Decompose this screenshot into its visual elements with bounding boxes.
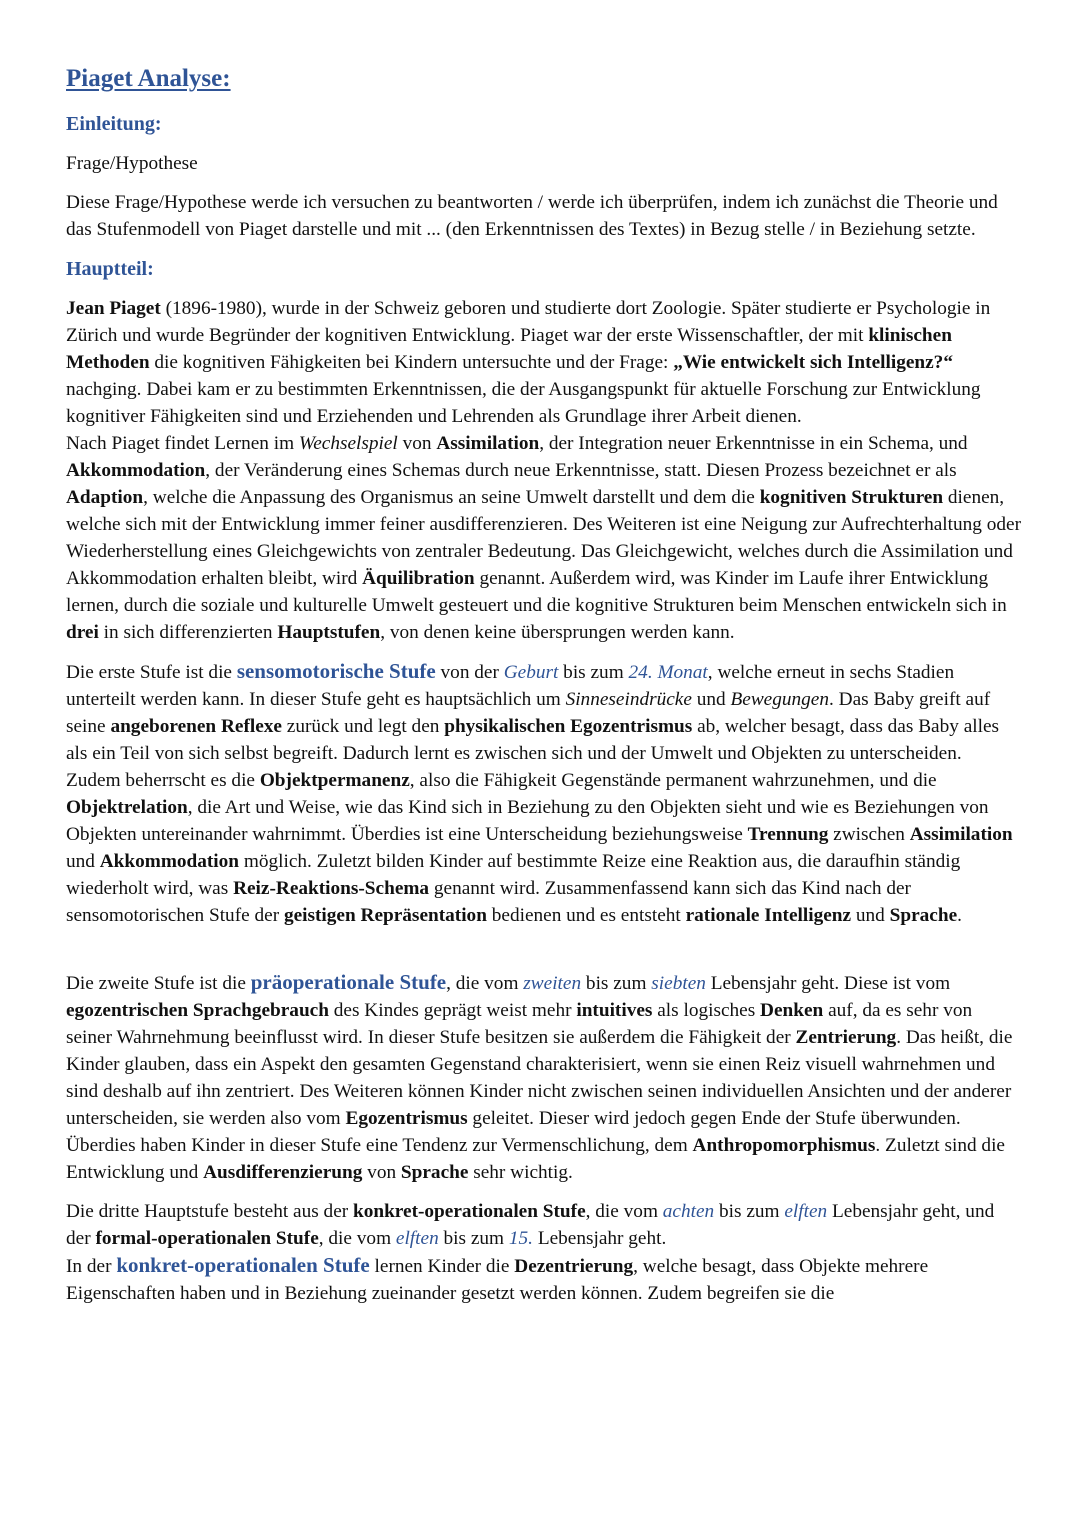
text-run: und [66,851,100,872]
text-run-emphasis: siebten [651,973,706,994]
text-run-emphasis: zweiten [523,973,582,994]
text-run-emphasis: Denken [760,1000,824,1021]
text-run-emphasis: Akkommodation [66,460,206,481]
text-run: , die vom [318,1228,396,1249]
text-run-emphasis: Geburt [503,662,559,683]
text-run-emphasis: physikalischen Egozentrismus [444,716,693,737]
text-run-emphasis: Wechselspiel [298,433,398,454]
text-run: genannt wird. Zusammenfassend kann sich das Kind nach der sensomotorischen Stufe der [66,878,911,926]
text-run: des Kindes geprägt weist mehr [328,1000,577,1021]
text-run-emphasis: kognitiven Strukturen [759,487,944,508]
text-run: bis zum [558,662,629,683]
text-run-emphasis: 15. [508,1228,533,1249]
text-run: als logisches [652,1000,761,1021]
text-run: , der Veränderung eines Schemas durch neue Erkenntnisse, statt. Diesen Prozess bezeichnet er als [205,460,957,481]
paragraph-stage-1 [66,658,1021,929]
text-run-emphasis: konkret-operationalen Stufe [353,1201,586,1222]
text-run: und [851,905,890,926]
text-run: . Das Baby greift auf seine [66,689,991,737]
text-run-emphasis: 24. Monat [628,662,708,683]
text-run: bedienen und es entsteht [486,905,686,926]
text-run: geleitet. Dieser wird jedoch gegen Ende der Stufe überwunden. Überdies haben Kinder in dieser Stufe eine Tendenz zur Vermenschlichung, dem [66,1108,961,1156]
text-run: Diese Frage/Hypothese werde ich versuchen zu beantworten / werde ich überprüfen, indem ich zunächst die Theorie und das Stufenmodell von Piaget darstelle und mit ... (den Erkenntnissen des Textes) in Bezug stelle / in Beziehung setzte. [66,192,998,240]
text-run-emphasis: Jean Piaget [66,298,161,319]
text-run: bis zum [438,1228,509,1249]
text-run-emphasis: sensomotorische Stufe [236,659,436,683]
heading-einleitung: Einleitung: [66,113,162,135]
text-run: , die vom [446,973,524,994]
text-run: Die erste Stufe ist die [66,662,237,683]
text-run: , welche erneut in sechs Stadien unterteilt werden kann. In dieser Stufe geht es hauptsächlich um [66,662,955,710]
heading-hauptteil: Hauptteil: [66,258,154,280]
text-run-emphasis: Dezentrierung [514,1256,634,1277]
text-run-emphasis: konkret-operationalen Stufe [116,1253,370,1277]
paragraph [66,189,1021,243]
text-run: lernen Kinder die [369,1256,515,1277]
text-run: nachging. Dabei kam er zu bestimmten Erkenntnissen, die der Ausgangspunkt für aktuelle Forschung zur Entwicklung kognitiver Fähigkeiten sind und Erziehenden und Lehrenden als Grundlage ihrer Arbeit dienen. [66,379,981,427]
text-run: , die Art und Weise, wie das Kind sich in Beziehung zu den Objekten sieht und wie es Beziehungen von Objekten untereinander wahrnimmt. Überdies ist eine Unterscheidung beziehungsweise [66,797,989,845]
paragraph-stage-2 [66,969,1021,1186]
text-run: . Zuletzt sind die Entwicklung und [66,1135,1005,1183]
text-run-emphasis: Äquilibration [362,568,475,589]
text-run: dienen, welche sich mit der Entwicklung immer feiner ausdifferenzieren. Des Weiteren ist eine Neigung zur Aufrechterhaltung oder Wiederherstellung eines Gleichgewichts von zentraler Bedeutung. Das Gleichgewicht, welches durch die Assimilation und Akkommodation erhalten bleibt, wird [66,487,1022,589]
text-run-emphasis: Objektrelation [66,797,188,818]
text-run-emphasis: elften [395,1228,439,1249]
text-run-emphasis: Assimilation [909,824,1013,845]
text-run: Frage/Hypothese [66,153,198,174]
text-run: sehr wichtig. [468,1162,573,1183]
paragraph [66,150,1021,177]
text-run-emphasis: Egozentrismus [345,1108,468,1129]
text-run: in sich differenzierten [98,622,278,643]
paragraph-stage-3-intro [66,1198,1021,1252]
text-run: von [397,433,437,454]
text-run-emphasis: Reiz-Reaktions-Schema [233,878,430,899]
text-run: genannt. Außerdem wird, was Kinder im Laufe ihrer Entwicklung lernen, durch die soziale und kulturelle Umwelt gesteuert und die kognitive Strukturen beim Menschen entwickeln sich in [66,568,1007,616]
text-run-emphasis: Bewegungen [730,689,829,710]
text-run: , von denen keine übersprungen werden kann. [380,622,735,643]
text-run-emphasis: egozentrischen Sprachgebrauch [66,1000,329,1021]
text-run-emphasis: geistigen Repräsentation [283,905,487,926]
text-run-emphasis: Sinneseindrücke [565,689,692,710]
text-run: ab, welcher besagt, dass das Baby alles als ein Teil von sich selbst begreift. Dadurch lernt es zwischen sich und der Umwelt und Objekten zu unterscheiden. Zudem beherrscht es die [66,716,1000,791]
text-run: , also die Fähigkeit Gegenstände permanent wahrzunehmen, und die [409,770,937,791]
text-run-emphasis: rationale Intelligenz [685,905,852,926]
text-run: , der Integration neuer Erkenntnisse in ein Schema, und [539,433,968,454]
text-run-emphasis: angeborenen Reflexe [110,716,282,737]
paragraph-stage-3-concrete [66,1252,1021,1307]
text-run: Die dritte Hauptstufe besteht aus der [66,1201,353,1222]
text-run: zurück und legt den [281,716,445,737]
text-run: und [691,689,731,710]
paragraph-theory [66,430,1021,646]
text-run: die kognitiven Fähigkeiten bei Kindern untersuchte und der Frage: [149,352,674,373]
text-run: . Das heißt, die Kinder glauben, dass ein Aspekt den gesamten Gegenstand charakterisiert, wenn sie einen Reiz visuell wahrnehmen und sind deshalb auf ihn zentriert. Des Weiteren können Kinder nicht zwischen seinen individuellen Ansichten und der anderer unterscheiden, sie werden also vom [66,1027,1013,1129]
text-run: Lebensjahr geht. Diese ist vom [705,973,951,994]
text-run-emphasis: intuitives [576,1000,653,1021]
text-run: (1896-1980), wurde in der Schweiz geboren und studierte dort Zoologie. Später studierte er Psychologie in Zürich und wurde Begründer der kognitiven Entwicklung. Piaget war der erste Wissenschaftler, der mit [66,298,991,346]
text-run-emphasis: präoperationale Stufe [250,970,447,994]
text-run-emphasis: Zentrierung [795,1027,897,1048]
text-run-emphasis: Trennung [747,824,829,845]
text-run: In der [66,1256,117,1277]
text-run: Die zweite Stufe ist die [66,973,251,994]
text-run: bis zum [581,973,652,994]
text-run: möglich. Zuletzt bilden Kinder auf bestimmte Reize eine Reaktion aus, die daraufhin ständig wiederholt wird, was [66,851,961,899]
paragraph-biography [66,295,1021,430]
text-run-emphasis: achten [662,1201,715,1222]
text-run-emphasis: Adaption [66,487,144,508]
text-run: , welche die Anpassung des Organismus an seine Umwelt darstellt und dem die [143,487,760,508]
text-run-emphasis: Sprache [889,905,958,926]
text-run-emphasis: Anthropomorphismus [692,1135,876,1156]
text-run-emphasis: „Wie entwickelt sich Intelligenz?“ [673,352,953,373]
text-run-emphasis: Sprache [400,1162,469,1183]
text-run: bis zum [714,1201,785,1222]
document-page [66,62,1021,1319]
text-run: . [957,905,962,926]
text-run: zwischen [828,824,910,845]
text-run: Lebensjahr geht. [533,1228,667,1249]
text-run-emphasis: drei [66,622,99,643]
text-run: , welche besagt, dass Objekte mehrere Eigenschaften haben und in Beziehung zueinander gesetzt werden können. Zudem begreifen sie die [66,1256,929,1304]
text-run-emphasis: Ausdifferenzierung [203,1162,363,1183]
text-run: von der [435,662,504,683]
text-run-emphasis: Hauptstufen [277,622,381,643]
text-run-emphasis: klinischen Methoden [66,325,952,373]
document-title: Piaget Analyse: [66,65,231,92]
text-run: , die vom [585,1201,663,1222]
text-run-emphasis: Objektpermanenz [259,770,410,791]
text-run: Lebensjahr geht, und der [66,1201,995,1249]
text-run-emphasis: formal-operationalen Stufe [95,1228,319,1249]
text-run: auf, da es sehr von seiner Wahrnehmung beeinflusst wird. In dieser Stufe besitzen sie außerdem die Fähigkeit der [66,1000,973,1048]
text-run-emphasis: Assimilation [436,433,540,454]
text-run-emphasis: elften [784,1201,828,1222]
text-run: Nach Piaget findet Lernen im [66,433,299,454]
text-run: von [362,1162,401,1183]
text-run-emphasis: Akkommodation [99,851,240,872]
